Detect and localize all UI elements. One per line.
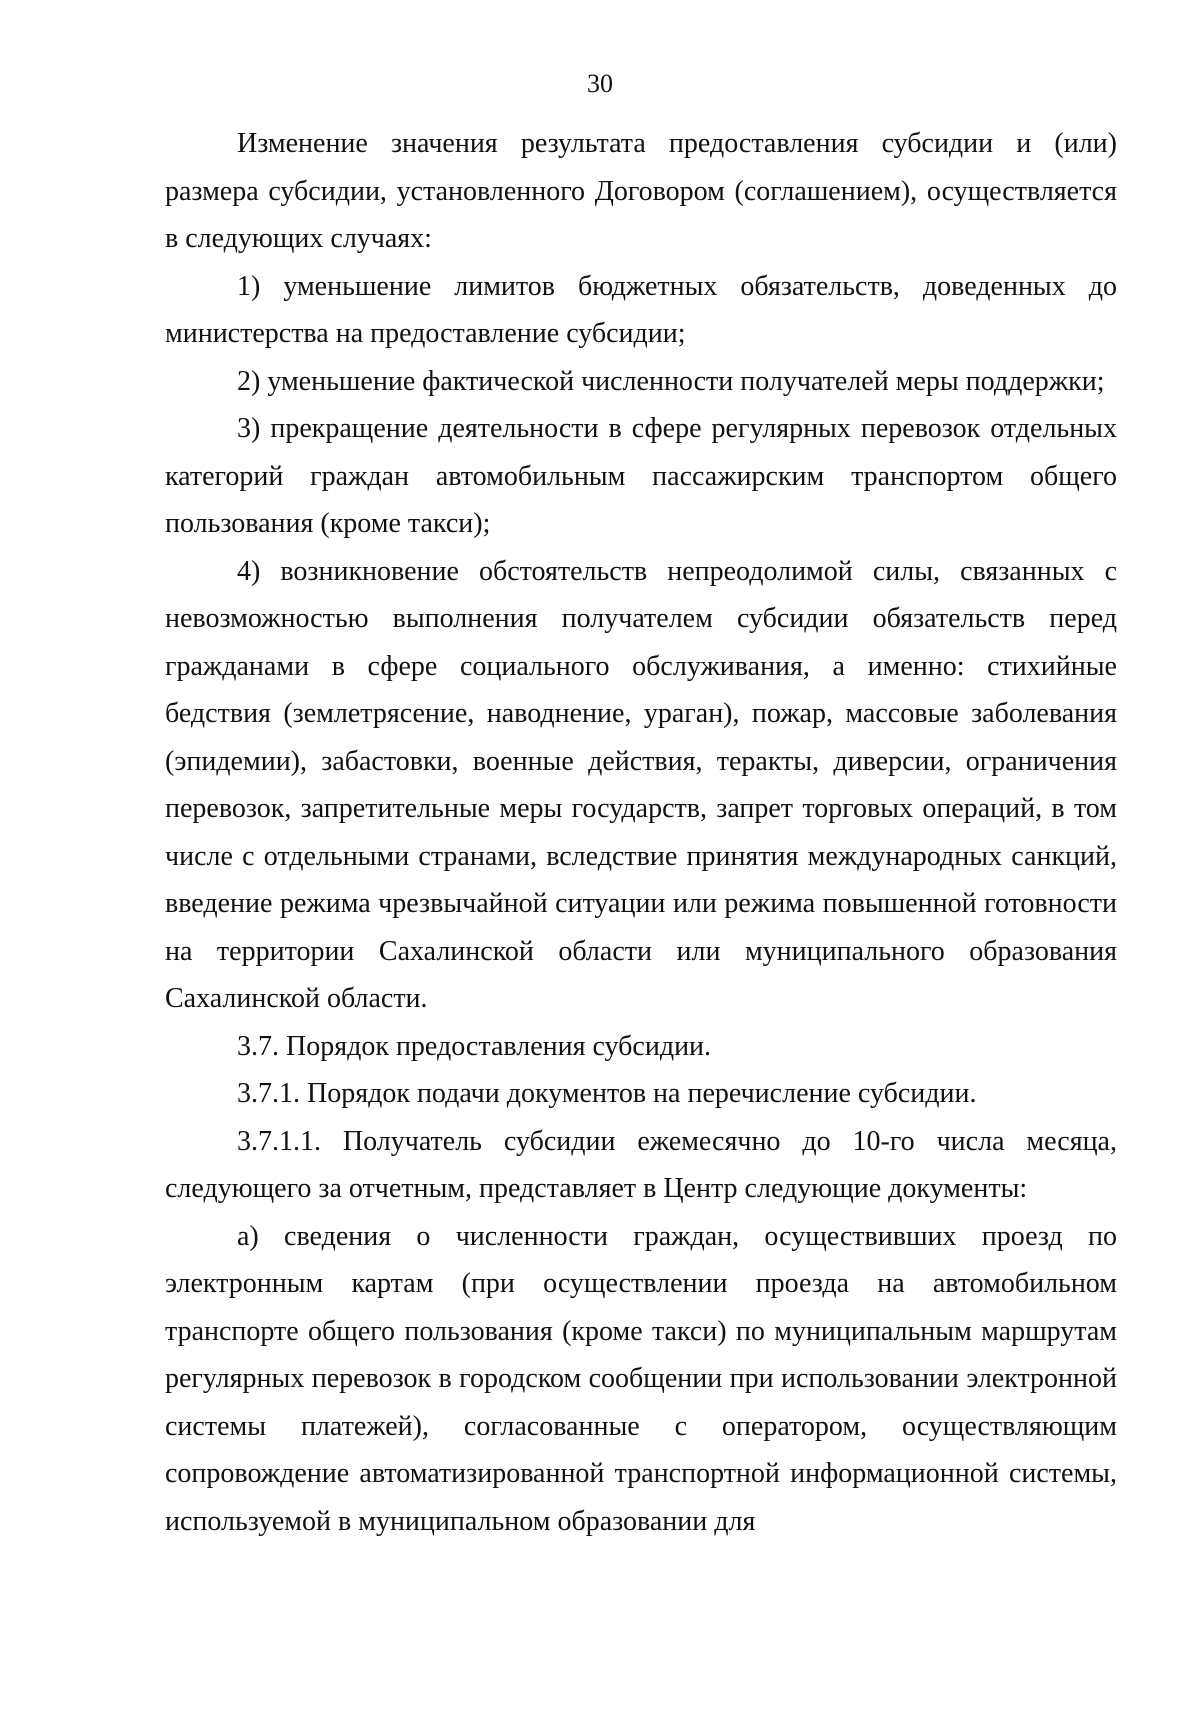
paragraph-item-a: а) сведения о численности граждан, осуществивших проезд по электронным картам (при осуществлении проезда на автомобильном транспорте общего пользования (кроме такси) по муниципальным маршрутам регулярных перевозок в городском сообщении при использовании электронной системы платежей), согласованные с оператором, осуществляющим сопровождение автоматизированной транспортной информационной системы, используемой в муниципальном образовании для (165, 1220, 1117, 1537)
section-heading-3-7-1: 3.7.1. Порядок подачи документов на перечисление субсидии. (237, 1078, 977, 1109)
paragraph-case-2: 2) уменьшение фактической численности получателей меры поддержки; (237, 365, 1105, 397)
section-heading-3-7: 3.7. Порядок предоставления субсидии. (237, 1030, 712, 1062)
paragraph-case-4: 4) возникновение обстоятельств непреодолимой силы, связанных с невозможностью выполнения получателем субсидии обязательств перед гражданами в сфере социального обслуживания, а именно: стихийные бедствия (землетрясение, наводнение, ураган), пожар, массовые заболевания (эпидемии), забастовки, военные действия, теракты, диверсии, ограничения перевозок, запретительные меры государств, запрет торговых операций, в том числе с отдельными странами, вследствие принятия международных санкций, введение режима чрезвычайной ситуации или режима повышенной готовности на территории Сахалинской области или муниципального образования Сахалинской области. (165, 555, 1117, 1014)
paragraph-case-3: 3) прекращение деятельности в сфере регулярных перевозок отдельных категорий граждан автомобильным пассажирским транспортом общего пользования (кроме такси); (165, 413, 1117, 539)
paragraph-case-1: 1) уменьшение лимитов бюджетных обязательств, доведенных до министерства на предоставление субсидии; (165, 270, 1117, 349)
paragraph-3-7-1-1: 3.7.1.1. Получатель субсидии ежемесячно до 10-го числа месяца, следующего за отчетным, представляет в Центр следующие документы: (165, 1125, 1117, 1204)
paragraph-intro: Изменение значения результата предоставления субсидии и (или) размера субсидии, установленного Договором (соглашением), осуществляется в следующих случаях: (165, 128, 1117, 254)
document-body (165, 120, 1117, 1545)
page-number: 30 (587, 69, 613, 98)
